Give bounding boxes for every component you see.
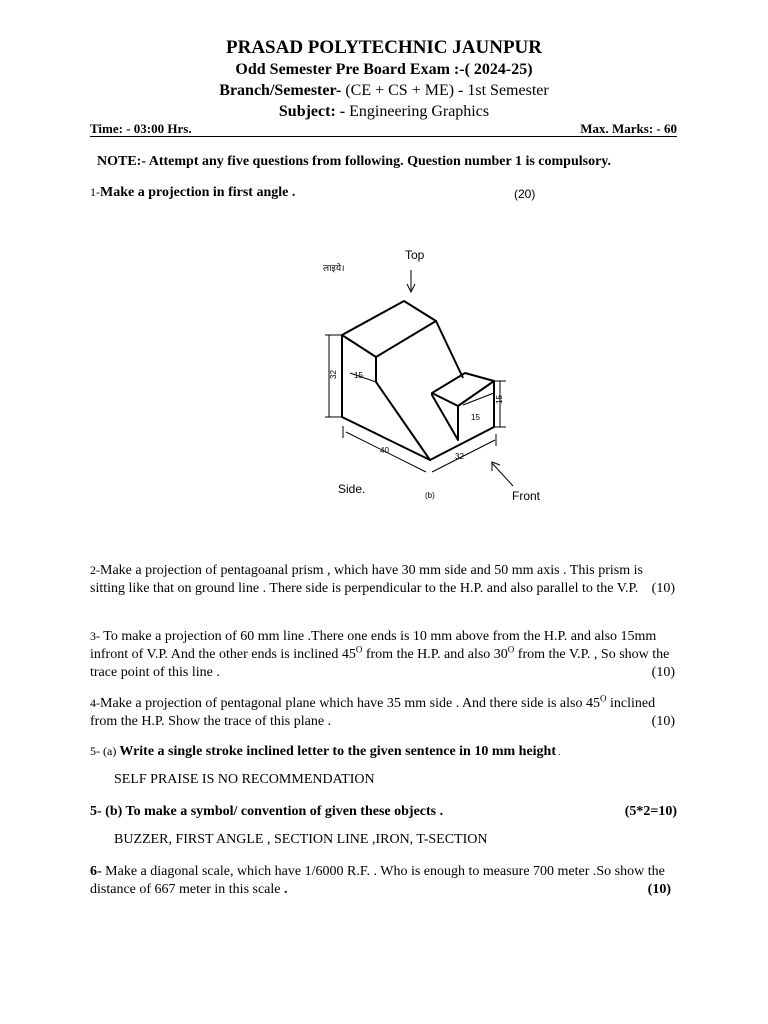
time-allowed: Time: - 03:00 Hrs. (90, 121, 192, 136)
question-3 (90, 627, 675, 682)
dim-15-c: 15 (495, 395, 504, 404)
isometric-figure (310, 235, 560, 510)
q3-text-b: from the H.P. and also 30 (362, 647, 508, 662)
branch-value: (CE + CS + ME) - 1st Semester (341, 82, 549, 99)
q5b-objects: BUZZER, FIRST ANGLE , SECTION LINE ,IRON, T-SECTION (114, 832, 488, 847)
subject-line (0, 103, 768, 121)
q5a-trail: . (556, 747, 561, 757)
institute-name: PRASAD POLYTECHNIC JAUNPUR (226, 37, 542, 58)
dim-40: 40 (380, 446, 389, 455)
q1-number: 1- (90, 185, 100, 199)
q5a-sentence: SELF PRAISE IS NO RECOMMENDATION (114, 772, 375, 787)
q4-marks: (10) (651, 714, 675, 729)
q4-degree: O (599, 693, 607, 704)
subject-value: Engineering Graphics (345, 103, 490, 120)
question-1 (90, 185, 295, 201)
question-6 (90, 863, 671, 899)
q3-marks: (10) (651, 665, 675, 680)
dim-32-horizontal: 32 (455, 452, 464, 461)
q2-marks: (10) (651, 581, 675, 596)
question-5a (90, 742, 675, 761)
label-side: Side. (338, 482, 366, 496)
q1-text: Make a projection in first angle . (100, 185, 296, 200)
q6-dot: . (284, 882, 288, 897)
dim-32-vertical: 32 (329, 370, 338, 379)
label-top: Top (405, 248, 425, 262)
dim-15-b: 15 (471, 413, 480, 422)
q6-number: 6- (90, 864, 102, 879)
question-5b (90, 803, 675, 821)
q4-text-a: Make a projection of pentagonal plane which have 35 mm side . And there side is also 45 (100, 696, 600, 711)
max-marks: Max. Marks: - 60 (580, 121, 677, 136)
dim-15-a: 15 (354, 371, 363, 380)
q3-number: 3- (90, 629, 100, 643)
header-rule (90, 136, 677, 137)
q1-marks: (20) (514, 187, 536, 201)
q6-marks: (10) (647, 882, 671, 897)
q4-text-b: inclined from the H.P. Show the trace of this plane . (90, 696, 656, 729)
label-hindi: लाइये। (323, 263, 345, 273)
q5b-marks: (5*2=10) (624, 804, 677, 819)
q4-number: 4- (90, 696, 100, 710)
q2-text: Make a projection of pentagoanal prism , which have 30 mm side and 50 mm axis . This prism is sitting like that on ground line . There side is perpendicular to the H.P. and also parallel to the V.P. (90, 563, 643, 596)
q2-number: 2- (90, 563, 100, 577)
label-front: Front (512, 489, 541, 503)
q3-text-c: from the V.P. , So show the trace point of this line . (90, 647, 670, 680)
branch-label: Branch/Semester- (219, 82, 342, 99)
q5a-text: Write a single stroke inclined letter to the given sentence in 10 mm height (119, 744, 557, 759)
subject-label: Subject: - (278, 103, 346, 120)
q5b-text: 5- (b) To make a symbol/ convention of given these objects . (90, 804, 444, 819)
question-4 (90, 694, 675, 731)
branch-line (0, 82, 768, 100)
figure-caption: (b) (425, 491, 435, 500)
exam-title: Odd Semester Pre Board Exam :-( 2024-25) (235, 61, 533, 78)
q6-text: Make a diagonal scale, which have 1/6000 R.F. . Who is enough to measure 700 meter .So show the distance of 667 meter in this scale (90, 864, 665, 897)
q5a-number: 5- (a) (90, 744, 120, 758)
q3-degree-2: O (507, 644, 515, 655)
note: NOTE:- Attempt any five questions from following. Question number 1 is compulsory. (97, 154, 612, 169)
q3-text-a: To make a projection of 60 mm line .There one ends is 10 mm above from the H.P. and also 15mm infront of V.P. And the other ends is inclined 45 (90, 629, 657, 662)
q3-degree-1: O (355, 644, 363, 655)
question-2 (90, 561, 675, 598)
